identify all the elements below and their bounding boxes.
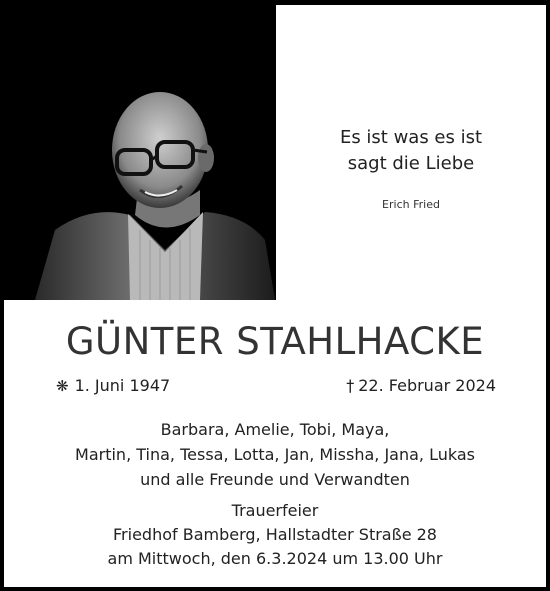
death-date <box>346 376 496 395</box>
birth-star-icon: ❋ <box>56 377 69 395</box>
deceased-name: GÜNTER STAHLHACKE <box>65 320 485 363</box>
quote-author: Erich Fried <box>382 198 440 211</box>
portrait-photo <box>0 0 275 300</box>
ceremony-title: Trauerfeier <box>231 501 319 520</box>
obituary-body <box>4 300 546 587</box>
death-date-text: 22. Februar 2024 <box>358 376 496 395</box>
quote-text <box>276 125 546 177</box>
quote-line-1: Es ist was es ist <box>339 127 483 148</box>
ceremony-info <box>4 499 546 571</box>
mourners-line-2: Martin, Tina, Tessa, Lotta, Jan, Missha, Jana, Lukas <box>75 445 475 464</box>
mourners-list <box>4 417 546 492</box>
quote-line-2: sagt die Liebe <box>347 153 475 174</box>
mourners-line-1: Barbara, Amelie, Tobi, Maya, <box>160 420 390 439</box>
birth-date-text: 1. Juni 1947 <box>74 376 171 395</box>
quote-panel <box>276 5 546 301</box>
ceremony-location: Friedhof Bamberg, Hallstadter Straße 28 <box>113 525 437 544</box>
birth-date <box>56 376 170 395</box>
portrait-illustration <box>0 0 275 300</box>
mourners-line-3: und alle Freunde und Verwandten <box>140 470 410 489</box>
life-dates <box>4 376 546 398</box>
death-cross-icon: † <box>346 376 355 395</box>
ceremony-datetime: am Mittwoch, den 6.3.2024 um 13.00 Uhr <box>107 549 443 568</box>
